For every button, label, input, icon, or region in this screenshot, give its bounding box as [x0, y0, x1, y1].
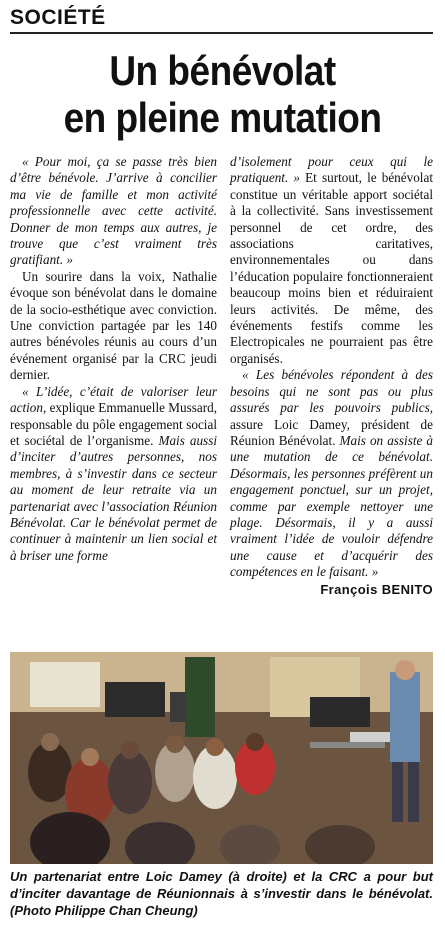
body-text: Et surtout, le bénévolat constitue un véritable apport sociétal à la collectivité. Sans investissement personnel de cet ordre, des associations caritatives, environnementales ou dans l’éducation populaire fonctionneraient beaucoup moins bien et réduiraient leurs activités. De même, des événements festifs comme les Electropicales ne pourraient pas être organisés.	[230, 170, 433, 366]
photo-meeting-icon	[10, 652, 433, 864]
paragraph-quote-mussard	[10, 384, 217, 564]
section-header	[10, 6, 433, 34]
quote-text: d’isolement pour ceux qui le pratiquent. »	[230, 154, 433, 186]
article-column-right	[230, 154, 433, 598]
section-label: SOCIÉTÉ	[10, 6, 106, 29]
article-column-left	[10, 154, 217, 564]
quote-text: Mais aussi d’inciter d’autres personnes, nos membres, à s’investir dans ce secteur au moment de leur retraite via un partenariat avec l’association Réunion Bénévolat. Car le bénévolat permet de continuer à maintenir un lien social et à briser une forme	[10, 432, 217, 563]
paragraph-quote-damey	[230, 367, 433, 580]
quote-text: « L’idée, c’était de valoriser leur action,	[10, 383, 217, 416]
article-photo	[10, 652, 433, 864]
quote-text: « Pour moi, ça se passe très bien d’être bénévole. J’arrive à concilier ma vie de famille et mon activité professionnelle avec cette activité. Donner de mon temps aux autres, je trouve que c’est vraiment très gratifiant. »	[10, 154, 217, 268]
photo-caption: Un partenariat entre Loic Damey (à droite) et la CRC a pour but d’inciter davantage de Réunionnais à s’investir dans le bénévolat. (Photo Philippe Chan Cheung)	[10, 869, 433, 918]
attribution-text: explique Emmanuelle Mussard, responsable du pôle engagement social et sociétal de l’organisme.	[10, 400, 217, 448]
quote-text: Mais on assiste à une mutation de ce bénévolat. Désormais, les personnes préfèrent un engagement ponctuel, sur un projet, comme par exemple nettoyer une plage. Désormais, il y a aussi vraiment l’idée de vouloir défendre une cause et d’acquérir des compétences en le faisant. »	[230, 432, 434, 580]
attribution-text: assure Loic Damey, président de Réunion Bénévolat.	[230, 416, 433, 448]
headline	[10, 48, 435, 142]
headline-line-2: en pleine mutation	[63, 95, 382, 141]
author-byline: François BENITO	[320, 581, 433, 597]
paragraph-continuation	[230, 154, 433, 367]
paragraph-intro: Un sourire dans la voix, Nathalie évoque son bénévolat dans le domaine de la socio-esthétique avec conviction. Une conviction partagée par les 140 autres bénévoles réunis au cours d’un événement organisé par la CRC jeudi dernier.	[10, 268, 217, 383]
headline-line-1: Un bénévolat	[109, 48, 336, 94]
paragraph-quote-nathalie	[10, 154, 217, 269]
quote-text: « Les bénévoles répondent à des besoins qui ne sont pas ou plus assurés par les pouvoirs publics,	[230, 367, 433, 416]
